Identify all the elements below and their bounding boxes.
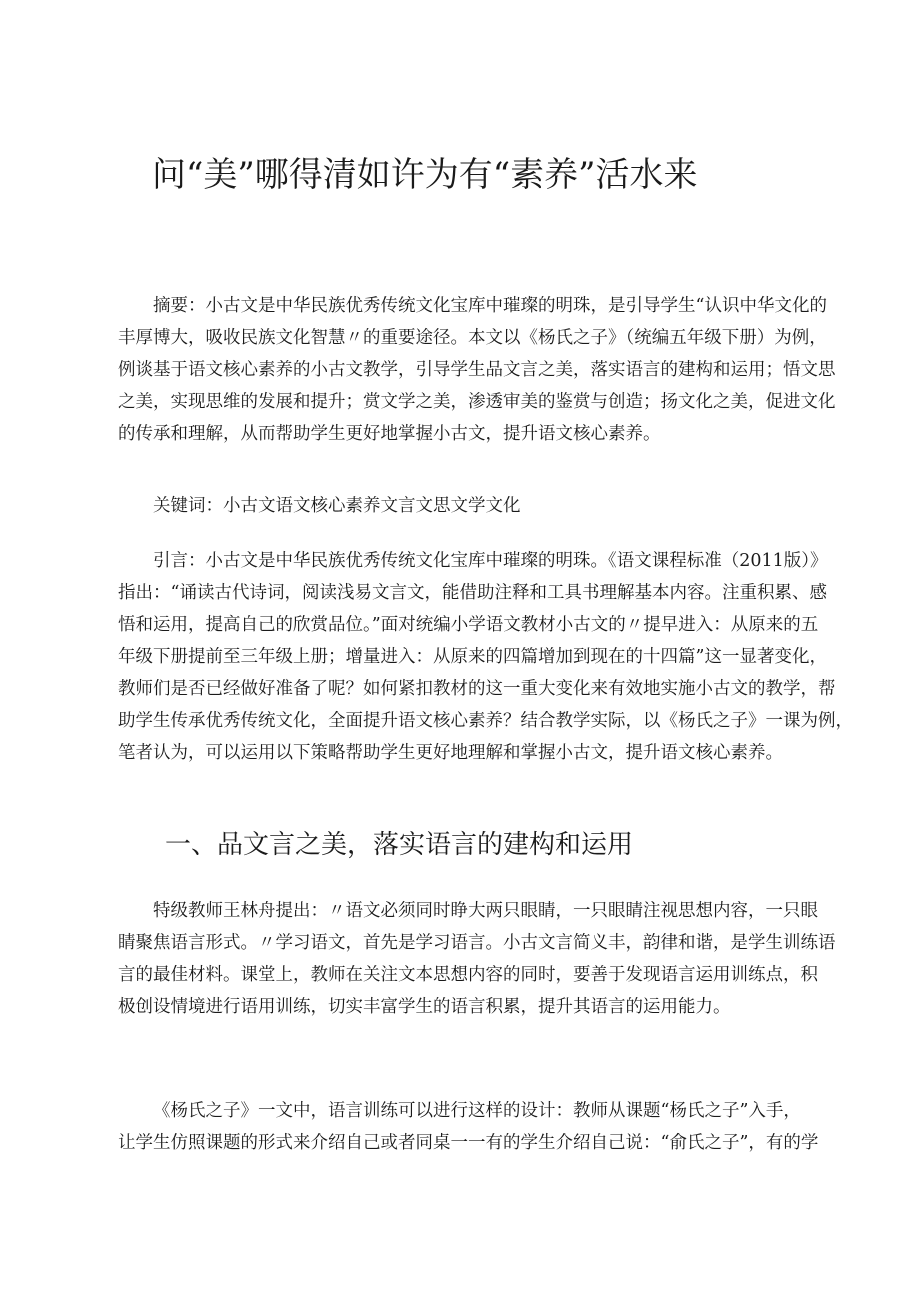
example-line: 《杨氏之子》一文中，语言训练可以进行这样的设计：教师从课题“杨氏之子”入手， [153, 1101, 801, 1121]
example-paragraph [118, 1095, 824, 1159]
introduction-line: 指出：“诵读古代诗词，阅读浅易文言文，能借助注释和工具书理解基本内容。注重积累、感 [118, 583, 827, 603]
section-line: 言的最佳材料。课堂上，教师在关注文本思想内容的同时，要善于发现语言运用训练点，积 [118, 965, 818, 985]
abstract-paragraph [118, 290, 836, 450]
abstract-line: 摘要：小古文是中华民族优秀传统文化宝库中璀璨的明珠，是引导学生“认识中华文化的 [153, 296, 827, 316]
example-line: 让学生仿照课题的形式来介绍自己或者同桌一一有的学生介绍自己说：“俞氏之子”，有的学 [118, 1133, 819, 1153]
introduction-paragraph [118, 545, 853, 769]
section-paragraph [118, 895, 836, 1023]
abstract-line: 之美，实现思维的发展和提升；赏文学之美，渗透审美的鉴赏与创造；扬文化之美，促进文化 [118, 392, 836, 412]
introduction-line: 教师们是否已经做好准备了呢？如何紧扣教材的这一重大变化来有效地实施小古文的教学，帮 [118, 679, 836, 699]
section-line: 睛聚焦语言形式。〃学习语文，首先是学习语言。小古文言简义丰，韵律和谐，是学生训练语 [118, 933, 836, 953]
keywords-line: 关键词：小古文语文核心素养文言文思文学文化 [153, 496, 521, 516]
section-line: 极创设情境进行语用训练，切实丰富学生的语言积累，提升其语言的运用能力。 [118, 997, 731, 1017]
keywords-paragraph [118, 490, 824, 522]
abstract-line: 丰厚博大，吸收民族文化智慧〃的重要途径。本文以《杨氏之子》（统编五年级下册）为例， [118, 328, 827, 348]
introduction-line: 悟和运用，提高自己的欣赏品位。”面对统编小学语文教材小古文的〃提早进入：从原来的五 [118, 615, 819, 635]
section-line: 特级教师王林舟提出：〃语文必须同时睁大两只眼睛，一只眼睛注视思想内容，一只眼 [153, 901, 818, 921]
document-title: 问“美”哪得清如许为有“素养”活水来 [152, 155, 698, 195]
introduction-line: 助学生传承优秀传统文化，全面提升语文核心素养？结合教学实际，以《杨氏之子》一课为例， [118, 711, 853, 731]
introduction-line: 笔者认为，可以运用以下策略帮助学生更好地理解和掌握小古文，提升语文核心素养。 [118, 743, 783, 763]
section-heading: 一、品文言之美，落实语言的建构和运用 [165, 830, 634, 860]
introduction-line: 引言：小古文是中华民族优秀传统文化宝库中璀璨的明珠。《语文课程标准（2011版）》 [153, 551, 828, 571]
abstract-line: 的传承和理解，从而帮助学生更好地掌握小古文，提升语文核心素养。 [118, 424, 661, 444]
introduction-line: 年级下册提前至三年级上册；增量进入：从原来的四篇增加到现在的十四篇”这一显著变化， [118, 647, 827, 667]
abstract-line: 例谈基于语文核心素养的小古文教学，引导学生品文言之美，落实语言的建构和运用；悟文思 [118, 360, 836, 380]
